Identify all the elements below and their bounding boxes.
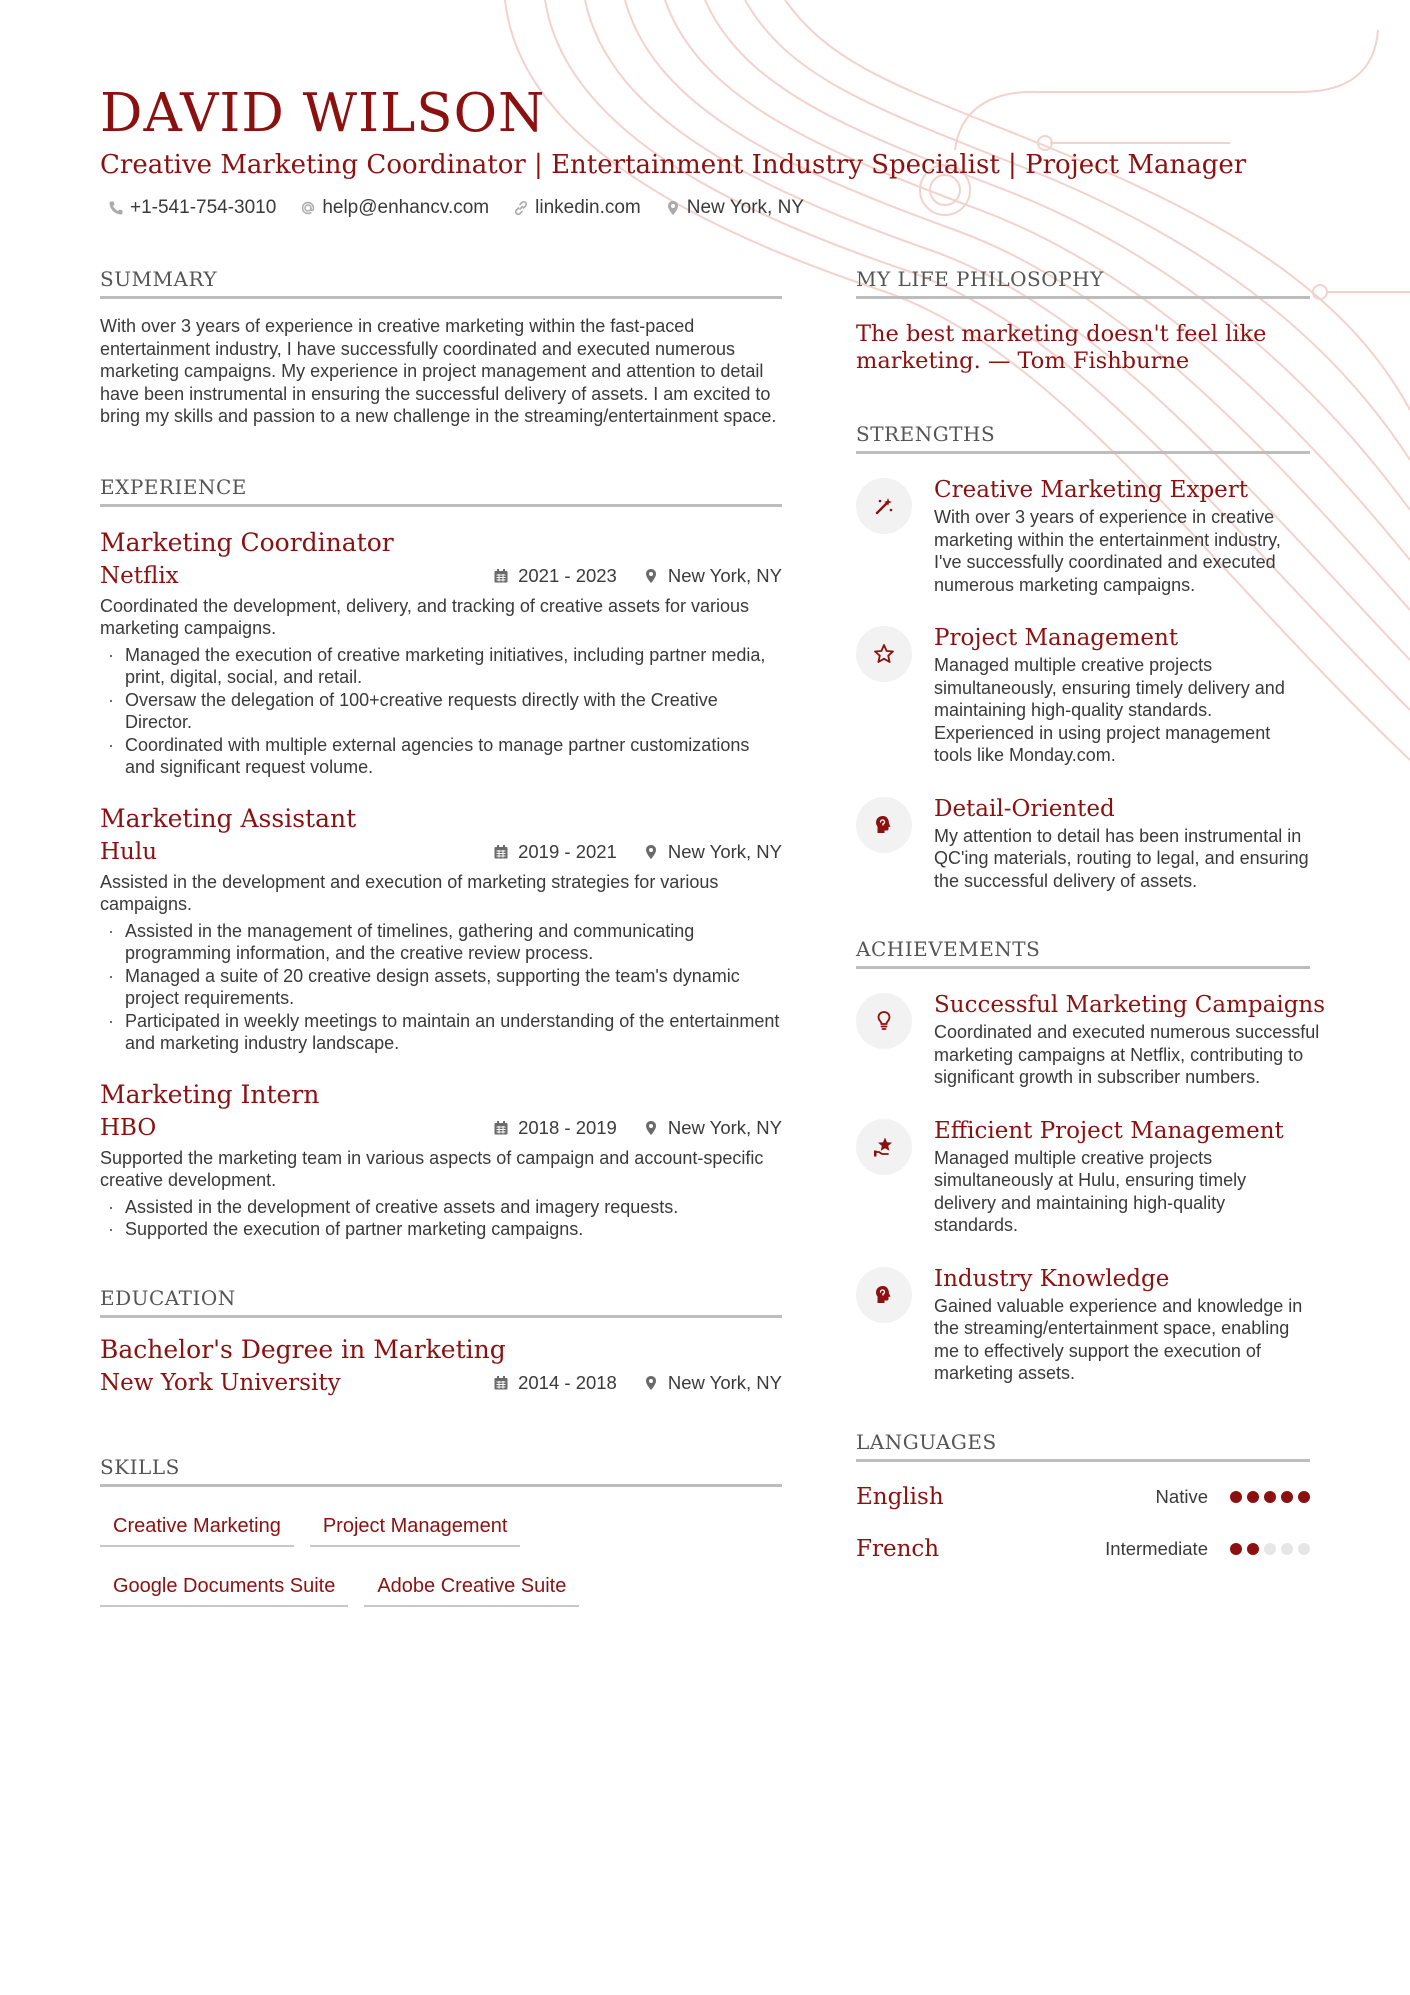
contact-phone[interactable] xyxy=(108,197,276,219)
summary-text: With over 3 years of experience in creative marketing within the fast-paced entertainment industry, I have successfully coordinated and executed numerous marketing campaigns. My experience in project management and attention to detail have been instrumental in ensuring the successful delivery of assets. I am excited to bring my skills and passion to a new challenge in the streaming/entertainment space. xyxy=(100,316,777,426)
school: New York University xyxy=(100,1369,341,1396)
calendar-icon xyxy=(493,568,509,584)
language-rating xyxy=(1230,1543,1310,1555)
job-bullet: · Managed the execution of creative marketing initiatives, including partner media, print, digital, social, and retail. xyxy=(100,644,782,689)
strength-text: Managed multiple creative projects simultaneously, ensuring timely delivery and maintaining high-quality standards. Experienced in using project management tools like Monday.com. xyxy=(934,655,1285,765)
strength-title: Detail-Oriented xyxy=(934,795,1115,822)
rating-dot-empty xyxy=(1281,1543,1293,1555)
location-pin-icon xyxy=(643,1375,659,1391)
languages-section xyxy=(856,1429,1310,1564)
at-icon xyxy=(300,200,316,216)
rating-dot-filled xyxy=(1264,1491,1276,1503)
job-bullet: · Managed a suite of 20 creative design assets, supporting the team's dynamic project requirements. xyxy=(100,965,782,1010)
rating-dot-empty xyxy=(1298,1543,1310,1555)
job-bullets xyxy=(100,920,782,1055)
job-title: Marketing Intern xyxy=(100,1079,320,1109)
achievement-text: Managed multiple creative projects simultaneously at Hulu, ensuring timely delivery and maintaining high-quality standards. xyxy=(934,1147,1247,1235)
contact-linkedin[interactable] xyxy=(513,197,641,219)
experience-section xyxy=(100,474,782,1241)
language-row xyxy=(856,1534,1310,1564)
rating-dot-filled xyxy=(1298,1491,1310,1503)
achievement-text: Coordinated and executed numerous successful marketing campaigns at Netflix, contributing to significant growth in subscriber numbers. xyxy=(934,1022,1320,1087)
rating-dot-filled xyxy=(1247,1491,1259,1503)
magic-wand-icon xyxy=(856,478,912,534)
star-hand-icon xyxy=(856,1119,912,1175)
achievement-title: Efficient Project Management xyxy=(934,1117,1284,1144)
education-dates: 2014 - 2018 xyxy=(518,1371,617,1393)
job-bullet: · Assisted in the management of timelines, gathering and communicating programming information, and the creative review process. xyxy=(100,920,782,965)
degree: Bachelor's Degree in Marketing xyxy=(100,1334,506,1364)
skill-tag: Creative Marketing xyxy=(100,1505,294,1547)
achievements-title: ACHIEVEMENTS xyxy=(856,936,1310,969)
language-rating xyxy=(1230,1491,1310,1503)
job-title: Marketing Assistant xyxy=(100,803,357,833)
job-location: New York, NY xyxy=(667,840,782,862)
achievement-text: Gained valuable experience and knowledge in the streaming/entertainment space, enabling me to effectively support the execution of marketing assets. xyxy=(934,1295,1303,1383)
calendar-icon xyxy=(493,1375,509,1391)
language-level: Intermediate xyxy=(1105,1537,1208,1559)
email-text: help@enhancv.com xyxy=(322,197,490,218)
job-entry xyxy=(100,803,782,1055)
link-icon xyxy=(513,200,529,216)
strengths-title: STRENGTHS xyxy=(856,421,1310,454)
location-pin-icon xyxy=(643,844,659,860)
strength-title: Creative Marketing Expert xyxy=(934,477,1249,503)
job-bullet: · Supported the execution of partner marketing campaigns. xyxy=(100,1218,782,1241)
job-company: Hulu xyxy=(100,838,158,865)
education-location: New York, NY xyxy=(667,1371,782,1393)
job-title: Marketing Coordinator xyxy=(100,527,394,557)
achievement-item xyxy=(856,1117,1310,1237)
skills-list xyxy=(100,1505,620,1607)
strength-title: Project Management xyxy=(934,625,1179,651)
job-description: Assisted in the development and execution of marketing strategies for various campaigns. xyxy=(100,871,719,914)
strength-text: My attention to detail has been instrumental in QC'ing materials, routing to legal, and ensuring the successful delivery of assets. xyxy=(934,825,1309,891)
location-pin-icon xyxy=(665,200,681,216)
job-location: New York, NY xyxy=(667,1116,782,1138)
head-brain-icon xyxy=(856,797,912,853)
language-level: Native xyxy=(1155,1485,1208,1507)
skills-title: SKILLS xyxy=(100,1454,782,1487)
strength-item xyxy=(856,476,1310,596)
contact-email[interactable] xyxy=(300,197,489,219)
achievement-title: Successful Marketing Campaigns xyxy=(934,992,1326,1018)
job-company: Netflix xyxy=(100,562,179,589)
job-bullet: · Participated in weekly meetings to maintain an understanding of the entertainment and marketing industry landscape. xyxy=(100,1010,782,1055)
phone-text: +1-541-754-3010 xyxy=(130,197,277,218)
job-dates: 2019 - 2021 xyxy=(518,840,617,862)
contact-location xyxy=(665,197,804,219)
achievement-item xyxy=(856,1265,1310,1385)
job-description: Supported the marketing team in various aspects of campaign and account-specific creative development. xyxy=(100,1147,764,1190)
job-bullet: · Coordinated with multiple external agencies to manage partner customizations and significant request volume. xyxy=(100,734,782,779)
rating-dot-empty xyxy=(1264,1543,1276,1555)
calendar-icon xyxy=(493,1120,509,1136)
achievements-section xyxy=(856,936,1326,1385)
contact-bar xyxy=(108,197,804,219)
star-outline-icon xyxy=(856,626,912,682)
education-entry xyxy=(100,1334,782,1398)
candidate-name: DAVID WILSON xyxy=(100,83,546,144)
language-row xyxy=(856,1482,1310,1512)
job-description: Coordinated the development, delivery, and tracking of creative assets for various marketing campaigns. xyxy=(100,595,750,638)
job-dates: 2018 - 2019 xyxy=(518,1116,617,1138)
rating-dot-filled xyxy=(1247,1543,1259,1555)
strength-text: With over 3 years of experience in creative marketing within the entertainment industry, I've successfully coordinated and executed numerous marketing campaigns. xyxy=(934,507,1281,595)
philosophy-title: MY LIFE PHILOSOPHY xyxy=(856,266,1310,299)
right-column xyxy=(856,266,1326,1564)
skill-tag: Google Documents Suite xyxy=(100,1565,348,1607)
headline: Creative Marketing Coordinator | Entertainment Industry Specialist | Project Manager xyxy=(100,150,1247,180)
philosophy-section xyxy=(856,266,1310,375)
lightbulb-icon xyxy=(856,993,912,1049)
job-bullet: · Assisted in the development of creative assets and imagery requests. xyxy=(100,1196,782,1219)
job-bullet: · Oversaw the delegation of 100+creative requests directly with the Creative Director. xyxy=(100,689,782,734)
rating-dot-filled xyxy=(1230,1491,1242,1503)
rating-dot-filled xyxy=(1281,1491,1293,1503)
skill-tag: Adobe Creative Suite xyxy=(364,1565,579,1607)
experience-title: EXPERIENCE xyxy=(100,474,782,507)
phone-icon xyxy=(108,200,124,216)
achievement-title: Industry Knowledge xyxy=(934,1265,1170,1292)
strength-item xyxy=(856,795,1310,893)
job-dates: 2021 - 2023 xyxy=(518,564,617,586)
left-column xyxy=(100,266,782,1607)
rating-dot-filled xyxy=(1230,1543,1242,1555)
philosophy-quote: The best marketing doesn't feel like marketing. — Tom Fishburne xyxy=(856,321,1267,374)
head-brain-icon xyxy=(856,1267,912,1323)
achievement-item xyxy=(856,991,1326,1089)
location-pin-icon xyxy=(643,1120,659,1136)
summary-section xyxy=(100,266,782,428)
strengths-section xyxy=(856,421,1310,892)
skill-tag: Project Management xyxy=(310,1505,521,1547)
job-location: New York, NY xyxy=(667,564,782,586)
languages-title: LANGUAGES xyxy=(856,1429,1310,1462)
skills-section xyxy=(100,1454,782,1607)
education-title: EDUCATION xyxy=(100,1285,782,1318)
location-text: New York, NY xyxy=(686,197,804,218)
calendar-icon xyxy=(493,844,509,860)
linkedin-text: linkedin.com xyxy=(535,197,641,218)
job-entry xyxy=(100,527,782,779)
strength-item xyxy=(856,624,1310,767)
location-pin-icon xyxy=(643,568,659,584)
job-bullets xyxy=(100,644,782,779)
summary-title: SUMMARY xyxy=(100,266,782,299)
language-name: English xyxy=(856,1483,944,1510)
job-company: HBO xyxy=(100,1114,157,1141)
job-bullets xyxy=(100,1196,782,1241)
job-entry xyxy=(100,1079,782,1241)
education-section xyxy=(100,1285,782,1398)
language-name: French xyxy=(856,1535,940,1562)
